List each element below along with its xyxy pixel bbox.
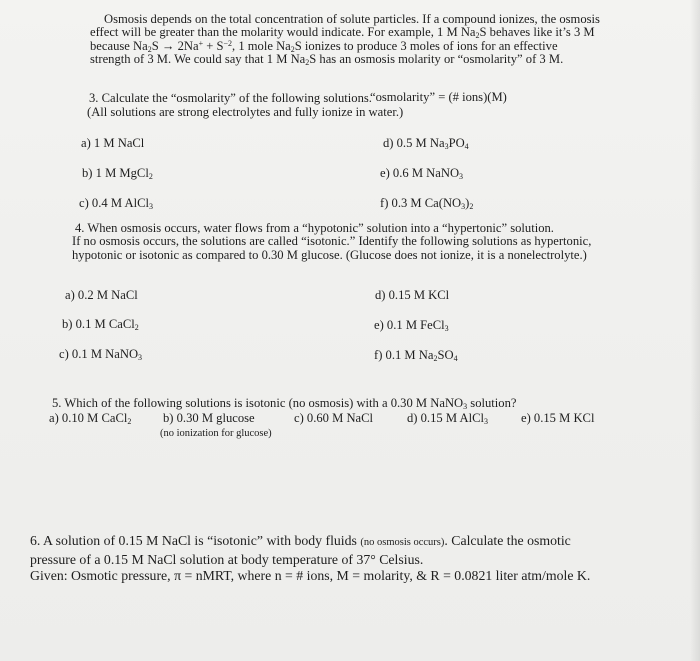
q3-note: (All solutions are strong electrolytes and fully ionize in water.): [87, 105, 404, 119]
q3-item-d: d) 0.5 M $Na_3PO_4$: [383, 136, 469, 151]
q5-prompt: 5. Which of the following solutions is isotonic (no osmosis) with a 0.30 M NaNO$_3$ solution?: [52, 396, 517, 411]
q4-item-d: d) 0.15 M KCl: [375, 288, 450, 302]
q5-option-d: d) 0.15 M AlCl$_3$: [407, 411, 488, 426]
intro-line-2: effect will be greater than the molarity would indicate. For example, 1 M $Na_2S$ behaves like it’s 3 M: [90, 25, 595, 41]
q5-option-a: a) 0.10 M CaCl$_2$: [49, 411, 132, 426]
intro-line-1: Osmosis depends on the total concentration of solute particles. If a compound ionizes, the osmosis: [104, 12, 600, 26]
q4-item-b: b) 0.1 M CaCl$_2$: [62, 317, 139, 332]
q4-line-3: hypotonic or isotonic as compared to 0.30 M glucose. (Glucose does not ionize, it is a nonelectrolyte.): [72, 247, 587, 262]
q3-item-f: f) 0.3 M $Ca(NO_3)_2$: [380, 196, 474, 211]
q3-item-b: b) 1 M MgCl$_2$: [82, 166, 153, 181]
q3-item-a: a) 1 M NaCl: [81, 136, 145, 150]
q4-item-f: f) 0.1 M $Na_2SO_4$: [374, 348, 458, 363]
q5-note: (no ionization for glucose): [160, 428, 272, 439]
intro-line-4: strength of 3 M. We could say that 1 M $Na_2S$ has an osmosis molarity or “osmolarity” of 3 M.: [90, 52, 564, 68]
q4-item-a: a) 0.2 M NaCl: [65, 288, 138, 302]
q3-prompt: 3. Calculate the “osmolarity” of the following solutions.: [89, 91, 372, 105]
q5-option-e: e) 0.15 M KCl: [521, 411, 595, 425]
q6-prompt: [30, 533, 590, 585]
paper-edge-shadow: [690, 0, 700, 661]
q3-formula: “osmolarity” = (# ions)(M): [370, 90, 507, 104]
q5-option-b: b) 0.30 M glucose: [163, 411, 255, 425]
q4-prompt: [72, 222, 591, 262]
q4-line-1: 4. When osmosis occurs, water flows from a “hypotonic” solution into a “hypertonic” solution.: [75, 221, 554, 235]
q6-line-1: 6. A solution of 0.15 M NaCl is “isotonic” with body fluids (no osmosis occurs). Calculate the osmotic: [30, 533, 571, 548]
q3-item-c: c) 0.4 M AlCl$_3$: [79, 196, 153, 211]
q6-line-2: pressure of a 0.15 M NaCl solution at body temperature of 37° Celsius.: [30, 551, 424, 567]
q5-option-c: c) 0.60 M NaCl: [294, 411, 374, 425]
q4-line-2: If no osmosis occurs, the solutions are called “isotonic.” Identify the following solutions as hypertonic,: [72, 234, 592, 249]
intro-line-3: because $Na_2S \to 2Na^+ + S^{-2}$, 1 mole $Na_2S$ ionizes to produce 3 moles of ions for an effective: [90, 38, 558, 54]
q3-item-e: e) 0.6 M NaNO$_3$: [380, 166, 464, 181]
intro-paragraph: [90, 13, 600, 67]
q4-item-c: c) 0.1 M NaNO$_3$: [59, 347, 143, 362]
q6-line-3: Given: Osmotic pressure, π = nMRT, where n = # ions, M = molarity, & R = 0.0821 liter atm/mole K.: [30, 568, 591, 584]
q4-item-e: e) 0.1 M FeCl$_3$: [374, 318, 449, 333]
